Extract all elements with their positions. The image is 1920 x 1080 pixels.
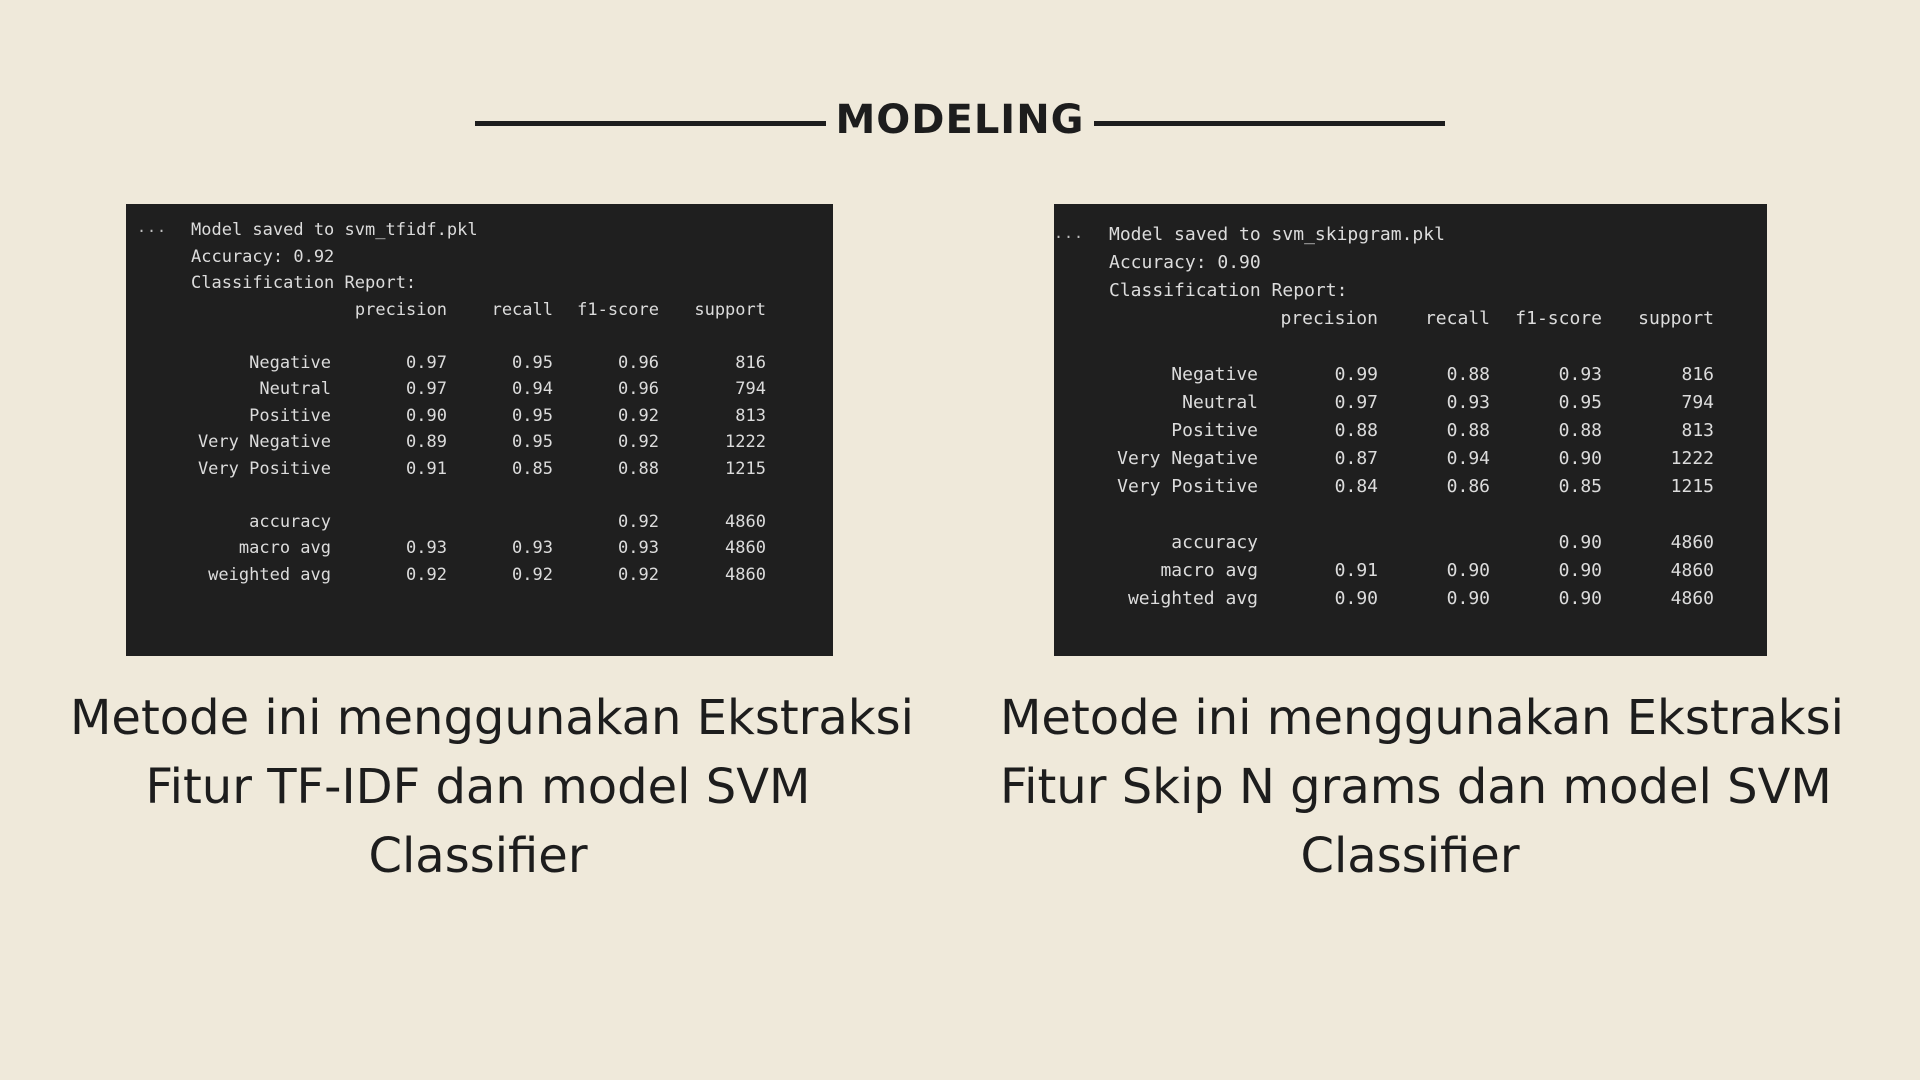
metric-value: 816 bbox=[1681, 364, 1714, 385]
metric-value: 0.88 bbox=[1558, 420, 1602, 441]
metric-value: 0.88 bbox=[1446, 420, 1490, 441]
metric-value: 0.88 bbox=[618, 458, 659, 479]
caption-line: Fitur TF-IDF dan model SVM bbox=[145, 759, 811, 815]
caption-line: Classifier bbox=[368, 828, 588, 884]
caption-line: Metode ini menggunakan Ekstraksi bbox=[1000, 690, 1844, 746]
column-header: f1-score bbox=[577, 299, 659, 320]
model-saved-line: Model saved to svm_tfidf.pkl bbox=[191, 220, 478, 240]
summary-label: accuracy bbox=[249, 511, 331, 532]
caption-skipgram bbox=[1000, 684, 1844, 891]
caption-tfidf bbox=[70, 684, 914, 891]
metric-value: 0.95 bbox=[1558, 392, 1602, 413]
row-label: Positive bbox=[1171, 420, 1258, 441]
row-label: Very Negative bbox=[1117, 448, 1258, 469]
metric-value: 0.92 bbox=[618, 564, 659, 585]
accuracy-line: Accuracy: 0.90 bbox=[1109, 252, 1261, 273]
title-rule-right bbox=[1094, 121, 1445, 126]
summary-label: weighted avg bbox=[208, 564, 331, 585]
metric-value: 0.86 bbox=[1446, 476, 1490, 497]
metric-value: 0.90 bbox=[1446, 560, 1490, 581]
metric-value: 0.95 bbox=[512, 405, 553, 426]
metric-value: 0.92 bbox=[618, 432, 659, 452]
metric-value: 794 bbox=[735, 379, 766, 399]
metric-value: 0.92 bbox=[618, 511, 659, 532]
summary-label: macro avg bbox=[1160, 560, 1258, 581]
column-header: precision bbox=[354, 299, 447, 320]
metric-value: 0.93 bbox=[618, 538, 659, 558]
metric-value: 0.93 bbox=[1446, 392, 1490, 413]
page-title: MODELING bbox=[835, 97, 1085, 143]
row-label: Positive bbox=[249, 405, 331, 426]
column-header: precision bbox=[1280, 308, 1378, 329]
metric-value: 0.90 bbox=[1558, 560, 1602, 581]
metric-value: 0.89 bbox=[406, 432, 447, 452]
metric-value: 4860 bbox=[725, 564, 766, 585]
metric-value: 1222 bbox=[725, 432, 766, 452]
metric-value: 4860 bbox=[1670, 560, 1714, 581]
row-label: Neutral bbox=[1182, 392, 1258, 413]
metric-value: 0.94 bbox=[512, 379, 553, 399]
metric-value: 0.95 bbox=[512, 432, 553, 452]
metric-value: 0.97 bbox=[1334, 392, 1378, 413]
row-label: Neutral bbox=[259, 379, 331, 399]
metric-value: 0.91 bbox=[1334, 560, 1378, 581]
metric-value: 4860 bbox=[725, 538, 766, 558]
column-header: recall bbox=[491, 299, 553, 320]
column-header: support bbox=[694, 299, 766, 320]
row-label: Very Positive bbox=[1117, 476, 1258, 497]
metric-value: 813 bbox=[1681, 420, 1714, 441]
metric-value: 0.93 bbox=[1558, 364, 1602, 385]
summary-label: accuracy bbox=[1171, 532, 1258, 553]
metric-value: 4860 bbox=[1670, 532, 1714, 553]
metric-value: 0.87 bbox=[1334, 448, 1378, 469]
summary-label: weighted avg bbox=[1127, 588, 1258, 609]
row-label: Negative bbox=[1171, 364, 1258, 385]
metric-value: 1215 bbox=[725, 458, 766, 479]
metric-value: 0.99 bbox=[1334, 364, 1378, 385]
metric-value: 0.92 bbox=[512, 564, 553, 585]
metric-value: 1222 bbox=[1670, 448, 1714, 469]
metric-value: 0.88 bbox=[1446, 364, 1490, 385]
metric-value: 0.90 bbox=[1558, 448, 1602, 469]
metric-value: 0.90 bbox=[1558, 532, 1602, 553]
title-rule-left bbox=[475, 121, 826, 126]
metric-value: 4860 bbox=[725, 511, 766, 532]
metric-value: 0.96 bbox=[618, 352, 659, 373]
metric-value: 0.92 bbox=[406, 564, 447, 585]
metric-value: 0.90 bbox=[1446, 588, 1490, 609]
metric-value: 0.96 bbox=[618, 379, 659, 399]
row-label: Negative bbox=[249, 352, 331, 373]
caption-line: Fitur Skip N grams dan model SVM bbox=[1000, 759, 1832, 815]
cell-ellipsis[interactable]: ... bbox=[1054, 224, 1085, 242]
column-header: recall bbox=[1424, 308, 1490, 329]
model-saved-line: Model saved to svm_skipgram.pkl bbox=[1109, 224, 1445, 245]
metric-value: 4860 bbox=[1670, 588, 1714, 609]
caption-line: Classifier bbox=[1300, 828, 1520, 884]
row-label: Very Negative bbox=[197, 432, 331, 452]
metric-value: 0.97 bbox=[406, 379, 447, 399]
metric-value: 0.85 bbox=[512, 458, 553, 479]
metric-value: 0.94 bbox=[1446, 448, 1490, 469]
terminal-output-tfidf bbox=[126, 204, 833, 656]
metric-value: 794 bbox=[1681, 392, 1714, 413]
summary-label: macro avg bbox=[238, 538, 331, 558]
metric-value: 1215 bbox=[1670, 476, 1714, 497]
cell-ellipsis[interactable]: ... bbox=[137, 218, 168, 236]
metric-value: 0.90 bbox=[1558, 588, 1602, 609]
report-title: Classification Report: bbox=[1109, 280, 1348, 301]
metric-value: 0.88 bbox=[1334, 420, 1378, 441]
metric-value: 0.92 bbox=[618, 405, 659, 426]
metric-value: 0.90 bbox=[1334, 588, 1378, 609]
column-header: support bbox=[1638, 308, 1714, 329]
metric-value: 0.84 bbox=[1334, 476, 1378, 497]
column-header: f1-score bbox=[1515, 308, 1602, 329]
row-label: Very Positive bbox=[197, 458, 331, 479]
terminal-output-skipgram bbox=[1054, 204, 1767, 656]
metric-value: 0.90 bbox=[406, 405, 447, 426]
metric-value: 0.95 bbox=[512, 352, 553, 373]
metric-value: 0.93 bbox=[512, 538, 553, 558]
metric-value: 813 bbox=[735, 405, 766, 426]
metric-value: 0.97 bbox=[406, 352, 447, 373]
report-title: Classification Report: bbox=[191, 273, 417, 293]
caption-line: Metode ini menggunakan Ekstraksi bbox=[70, 690, 914, 746]
metric-value: 0.85 bbox=[1558, 476, 1602, 497]
metric-value: 0.93 bbox=[406, 538, 447, 558]
metric-value: 0.91 bbox=[406, 458, 447, 479]
metric-value: 816 bbox=[735, 352, 766, 373]
accuracy-line: Accuracy: 0.92 bbox=[191, 246, 335, 267]
